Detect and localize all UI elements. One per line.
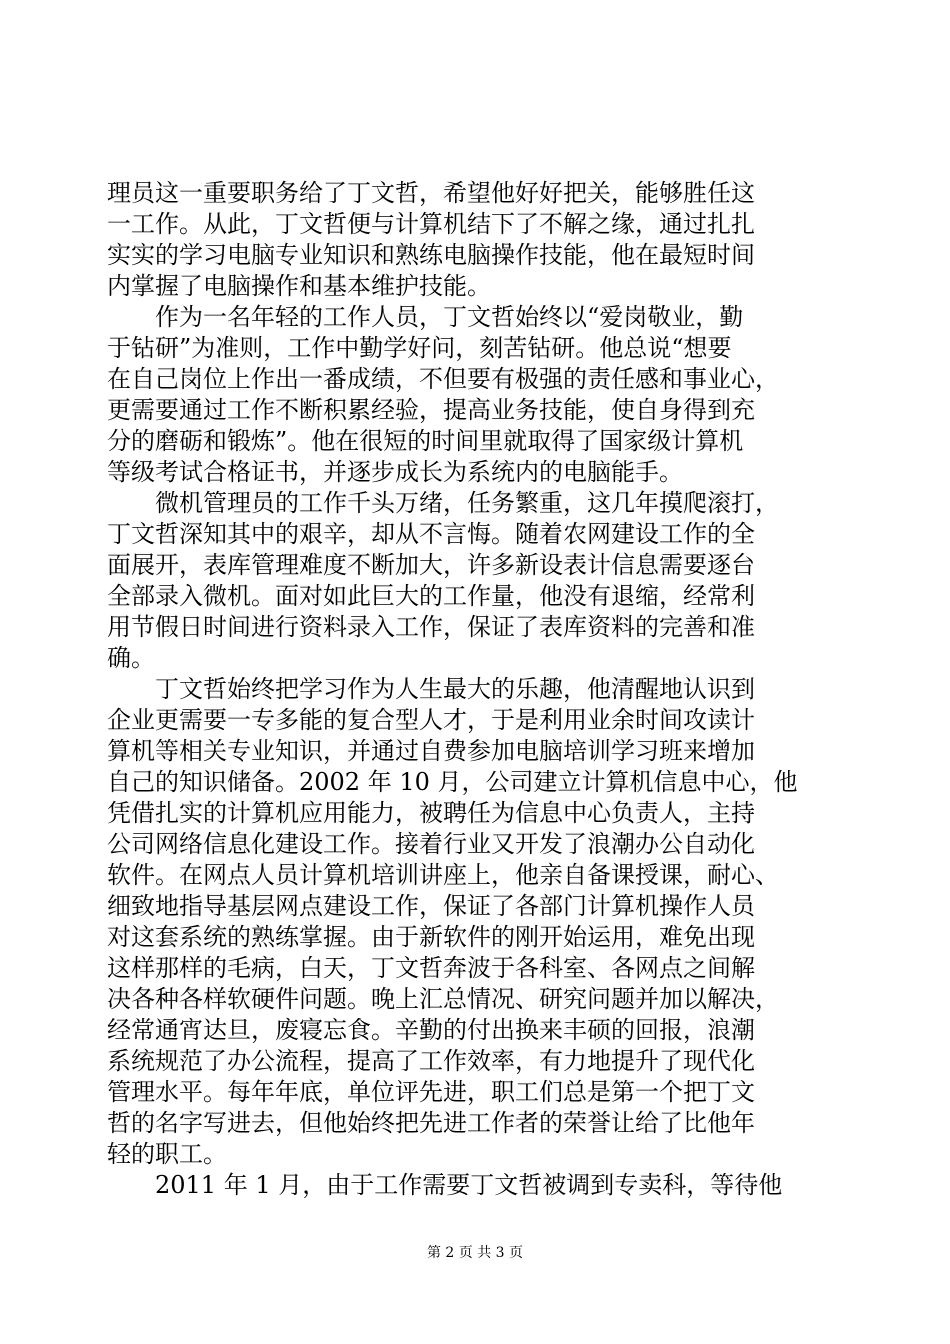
text-line: 分的磨砺和锻炼”。他在很短的时间里就取得了国家级计算机 bbox=[107, 427, 744, 455]
text-line: 等级考试合格证书，并逐步成长为系统内的电脑能手。 bbox=[107, 458, 683, 486]
text-line: 微机管理员的工作千头万绪，任务繁重，这几年摸爬滚打， bbox=[155, 489, 779, 517]
text-line: 对这套系统的熟练掌握。由于新软件的刚开始运用，难免出现 bbox=[107, 923, 755, 951]
text-line: 更需要通过工作不断积累经验，提高业务技能，使自身得到充 bbox=[107, 396, 755, 424]
text-line: 丁文哲深知其中的艰辛，却从不言悔。随着农网建设工作的全 bbox=[107, 520, 755, 548]
text-line: 作为一名年轻的工作人员，丁文哲始终以“爱岗敬业，勤 bbox=[155, 303, 744, 331]
text-line: 于钻研”为准则，工作中勤学好问，刻苦钻研。他总说“想要 bbox=[107, 334, 732, 362]
text-line: 实实的学习电脑专业知识和熟练电脑操作技能，他在最短时间 bbox=[107, 241, 755, 269]
text-line: 公司网络信息化建设工作。接着行业又开发了浪潮办公自动化 bbox=[107, 830, 755, 858]
text-line: 一工作。从此，丁文哲便与计算机结下了不解之缘，通过扎扎 bbox=[107, 210, 755, 238]
text-line: 2011 年 1 月，由于工作需要丁文哲被调到专卖科，等待他 bbox=[155, 1171, 783, 1199]
text-line: 在自己岗位上作出一番成绩，不但要有极强的责任感和事业心， bbox=[107, 365, 779, 393]
text-line: 管理水平。每年年底，单位评先进，职工们总是第一个把丁文 bbox=[107, 1078, 755, 1106]
text-line: 决各种各样软硬件问题。晚上汇总情况、研究问题并加以解决， bbox=[107, 985, 779, 1013]
text-line: 内掌握了电脑操作和基本维护技能。 bbox=[107, 272, 491, 300]
text-line: 用节假日时间进行资料录入工作，保证了表库资料的完善和准 bbox=[107, 613, 755, 641]
text-line: 这样那样的毛病，白天，丁文哲奔波于各科室、各网点之间解 bbox=[107, 954, 755, 982]
text-line: 理员这一重要职务给了丁文哲，希望他好好把关，能够胜任这 bbox=[107, 179, 755, 207]
text-line: 细致地指导基层网点建设工作，保证了各部门计算机操作人员 bbox=[107, 892, 755, 920]
text-line: 全部录入微机。面对如此巨大的工作量，他没有退缩，经常利 bbox=[107, 582, 755, 610]
text-line: 轻的职工。 bbox=[107, 1140, 227, 1168]
text-line: 面展开，表库管理难度不断加大，许多新设表计信息需要逐台 bbox=[107, 551, 755, 579]
text-line: 丁文哲始终把学习作为人生最大的乐趣，他清醒地认识到 bbox=[155, 675, 755, 703]
text-line: 软件。在网点人员计算机培训讲座上，他亲自备课授课，耐心、 bbox=[107, 861, 779, 889]
text-line: 哲的名字写进去，但他始终把先进工作者的荣誉让给了比他年 bbox=[107, 1109, 755, 1137]
text-line: 系统规范了办公流程，提高了工作效率，有力地提升了现代化 bbox=[107, 1047, 755, 1075]
text-line: 自己的知识储备。2002 年 10 月，公司建立计算机信息中心，他 bbox=[107, 768, 798, 796]
text-line: 经常通宵达旦，废寝忘食。辛勤的付出换来丰硕的回报，浪潮 bbox=[107, 1016, 755, 1044]
text-line: 企业更需要一专多能的复合型人才，于是利用业余时间攻读计 bbox=[107, 706, 755, 734]
text-line: 凭借扎实的计算机应用能力，被聘任为信息中心负责人，主持 bbox=[107, 799, 755, 827]
page-footer: 第 2 页 共 3 页 bbox=[426, 1245, 524, 1261]
text-line: 算机等相关专业知识，并通过自费参加电脑培训学习班来增加 bbox=[107, 737, 755, 765]
text-line: 确。 bbox=[107, 644, 155, 672]
